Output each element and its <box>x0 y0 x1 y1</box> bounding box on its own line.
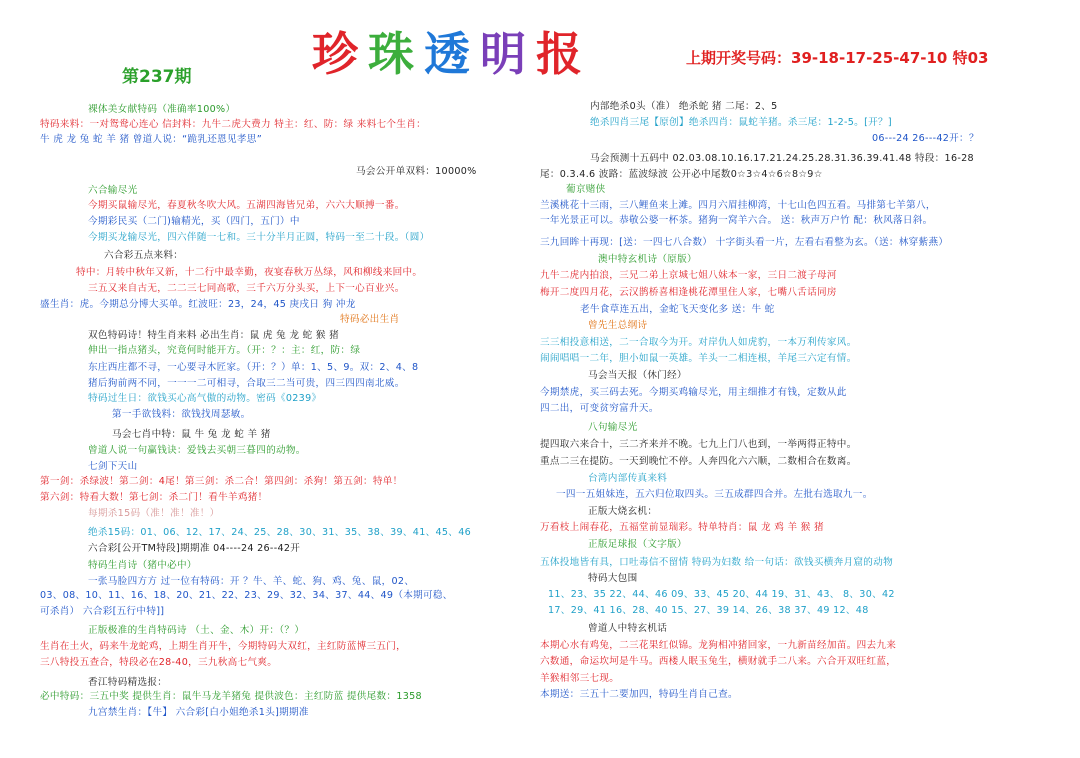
left-text-line: 特码过生日：欲钱买心高气傲的动物。密码《0239》 <box>88 393 322 404</box>
left-text-line: 裸体美女献特码（准确率100%） <box>88 104 236 115</box>
right-text-line: 马会当天报（休门经） <box>588 370 687 381</box>
left-text-line: 今期彩民买（二门)输精光，买（四门，五门）中 <box>88 216 300 227</box>
right-text-line: 羊猴相邻三七现。 <box>540 673 620 684</box>
left-text-line: 三五又来自古无，二二三七同高歌，三千六万分头买，上下一心百业兴。 <box>88 283 405 294</box>
left-text-line: 马会七肖中特：鼠 牛 兔 龙 蛇 羊 猪 <box>112 429 271 440</box>
right-text-line: 尾：0.3.4.6 波路：蓝波绿波 公开必中尾数0☆3☆4☆6☆8☆9☆ <box>540 169 823 180</box>
right-text-line: 曾道人中特玄机话 <box>588 623 668 634</box>
right-text-line: 提四取六来合十，三二齐来并不晚。七九上门八也到，一举两得正特中。 <box>540 439 857 450</box>
left-text-line: 每期杀15码（准！准！准！） <box>88 508 220 519</box>
right-text-line: 澳中特玄机诗（原版） <box>598 254 697 265</box>
right-text-line: 17、29、41 16、28、40 15、27、39 14、26、38 37、49 12、48 <box>548 605 869 616</box>
right-text-line: 梅开二度四月花，云汉鹊桥喜相逢桃花潭里住人家，七嘴八舌话同房 <box>540 287 837 298</box>
left-text-line: 东庄西庄都不寻，一心要寻木匠家。（开：？）单：1、5、9。双：2、4、8 <box>88 362 419 373</box>
right-text-line: 三三相投意相送，二一合取今为开。对岸仇人如虎豹，一本万利传家风。 <box>540 337 857 348</box>
right-text-line: 绝杀四肖三尾【原创】绝杀四肖：鼠蛇羊猪。杀三尾：1-2-5。[开？] <box>590 117 892 128</box>
right-text-line: 闹闹唱唱一二年，胆小如鼠一英雄。羊头一二相连根，羊尾三六定有情。 <box>540 353 857 364</box>
left-text-line: 一张马脸四方方 过一位有特码：开 ？牛、羊、蛇、狗、鸡、兔、鼠，02、 <box>88 576 415 587</box>
left-text-line: 可杀肖） 六合彩[五行中特]] <box>40 606 165 617</box>
left-text-line: 生肖在土火，码来牛龙蛇鸡，上期生肖开牛，今期特码大双红，主红防蓝博三五门， <box>40 641 407 652</box>
right-text-line: 06---24 26---42开：？ <box>872 133 979 144</box>
title-char: 明 <box>480 27 526 81</box>
left-text-line: 必中特码：三五中奖 提供生肖：鼠牛马龙羊猪兔 提供波色：主红防蓝 提供尾数：1358 <box>40 691 422 702</box>
right-text-line: 本期送：三五十二要加四，特码生肖自己查。 <box>540 689 738 700</box>
right-text-line: 内部绝杀0头（准） 绝杀蛇 猪 二尾：2、5 <box>590 101 778 112</box>
right-text-line: 重点二三在提防。一天到晚忙不停。人奔四化六六顺，二数相合在数离。 <box>540 456 857 467</box>
right-text-line: 万看枝上闹春花，五福堂前显瑞彩。特单特肖：鼠 龙 鸡 羊 猴 猪 <box>540 522 824 533</box>
title-char: 透 <box>424 27 470 81</box>
left-text-line: 特码必出生肖 <box>340 314 400 325</box>
left-text-line: 双色特码诗！特生肖来料 必出生肖：鼠 虎 兔 龙 蛇 猴 猪 <box>88 330 340 341</box>
left-text-line: 猪后狗前两不同，一一一二可相寻，合取三二当可贵，四三四四南北威。 <box>88 378 405 389</box>
left-text-line: 正版极准的生肖特码诗 （土、金、木）开：（？） <box>88 625 305 636</box>
left-text-line: 今期买龙输尽光，四六伴随一七和。三十分半月正圆，特码一至二十段。（圆） <box>88 232 430 243</box>
left-text-line: 03、08、10、11、16、18、20、21、22、23、29、32、34、37、44、49（本期可稳、 <box>40 590 453 601</box>
left-text-line: 绝杀15码：01、06、12、17、24、25、28、30、31、35、38、39、41、45、46 <box>88 527 472 538</box>
issue-number: 第237期 <box>122 67 192 87</box>
right-text-line: 正版足球报（文字版） <box>588 539 687 550</box>
left-text-line: 第六剑：特看大数！第七剑：杀二门！看牛羊鸡猪！ <box>40 492 268 503</box>
right-text-line: 特码大包围 <box>588 573 638 584</box>
right-text-line: 一年光景正可以。恭敬公婆一杯茶。猪狗一窝羊六合。 送：秋声万户竹 配：秋风落日斜。 <box>540 215 933 226</box>
left-text-line: 牛 虎 龙 兔 蛇 羊 猪 曾道人说：“跪乳还恩见孝思” <box>40 134 262 145</box>
title-char: 珠 <box>368 27 414 81</box>
left-text-line: 今期买鼠输尽光，春夏秋冬吹大风。五湖四海皆兄弟，六六大顺搏一番。 <box>88 200 405 211</box>
right-text-line: 六数通，命运坎坷是牛马。西楼人眠玉兔生，横财就手二八来。六合开双旺红蓝， <box>540 656 897 667</box>
left-text-line: 香江特码精选报： <box>88 677 168 688</box>
right-text-line: 兰溪桃花十三雨，三八鲤鱼来上滩。四月六眉挂柳湾，十七山色四五看。马排第七羊第八， <box>540 200 936 211</box>
right-text-line: 马会预测十五码中 02.03.08.10.16.17.21.24.25.28.31.36.39.41.48 特段：16-28 <box>590 153 974 164</box>
right-text-line: 正版大烧玄机： <box>588 506 658 517</box>
left-text-line: 特码生肖诗（猪中必中） <box>88 560 197 571</box>
left-text-line: 马会公开单双料：10000% <box>356 166 477 177</box>
right-text-line: 老牛食草连五出，金蛇飞天变化多 送：牛 蛇 <box>580 304 775 315</box>
left-text-line: 六合输尽光 <box>88 185 138 196</box>
left-text-line: 盛生肖：虎。今期总分博大买单。红波旺：23，24，45 庚戌日 狗 冲龙 <box>40 299 356 310</box>
right-text-line: 今期禁虎，买三码去死。今期买鸡输尽光，用主细推才有钱，定数从此 <box>540 387 847 398</box>
left-text-line: 曾道人说一句赢钱诀：爱钱去买朝三暮四的动物。 <box>88 445 306 456</box>
left-text-line: 特码来料：一对鸳鸯心连心 信封料：九牛二虎大费力 特主：红、防：绿 来料七个生肖： <box>40 119 427 130</box>
right-text-line: 三九回眸十再现：[送：一四七八合数） 十字街头看一片，左看右看整为玄。（送：林穿紫燕） <box>540 237 949 248</box>
title-char: 报 <box>536 27 582 81</box>
left-text-line: 第一剑：杀绿波！第二剑：4尾！第三剑：杀二合！第四剑：杀狗！第五剑：特单！ <box>40 476 403 487</box>
right-text-line: 四二出，可变贫穷富升天。 <box>540 403 659 414</box>
right-text-line: 11、23、35 22、44、46 09、33、45 20、44 19、31、43、 8、30、42 <box>548 589 895 600</box>
left-text-line: 第一手欲钱料：欲钱找周瑟敏。 <box>112 409 251 420</box>
left-text-line: 三八特投五查合，特段必在28-40，三九秋高七气爽。 <box>40 657 278 668</box>
right-text-line: 八句输尽光 <box>588 422 638 433</box>
title-char: 珍 <box>312 27 358 81</box>
left-text-line: 九宫禁生肖：【牛】 六合彩[白小姐绝杀1头]期期准 <box>88 707 309 718</box>
right-text-line: 一四一五姐妹连，五六归位取四头。三五成群四合并。左批右选取九一。 <box>556 489 873 500</box>
left-text-line: 特中：月转中秋年又新，十二行中最幸勤，夜宴春秋万丛绿，风和柳线来回中。 <box>76 267 423 278</box>
right-text-line: 五体投地皆有具，口吐毒信不留情 特码为妇数 给一句话：欲钱买横奔月窟的动物 <box>540 557 893 568</box>
newspaper-title <box>312 26 592 82</box>
right-text-line: 台湾内部传真来料 <box>588 473 668 484</box>
left-text-line: 伸出一指点猪头，究竟何时能开方。（开：？：主：红，防：绿 <box>88 345 361 356</box>
left-text-line: 七剑下天山 <box>88 461 138 472</box>
left-text-line: 六合彩[公开TM特段]期期准 04----24 26--42开 <box>88 543 301 554</box>
right-text-line: 葡京赌侠 <box>566 184 606 195</box>
last-draw-numbers: 上期开奖号码：39-18-17-25-47-10 特03 <box>686 49 989 67</box>
right-text-line: 曾先生总纲诗 <box>588 320 648 331</box>
right-text-line: 九牛二虎内拍浪，三兄二弟上京城七姐八妹本一家，三日二渡子母河 <box>540 270 837 281</box>
right-text-line: 本期心水有鸡兔，二三花果红似锦。龙狗相冲猪回家，一九新苗经加苗。四去九来 <box>540 640 897 651</box>
left-text-line: 六合彩五点来料： <box>104 250 184 261</box>
